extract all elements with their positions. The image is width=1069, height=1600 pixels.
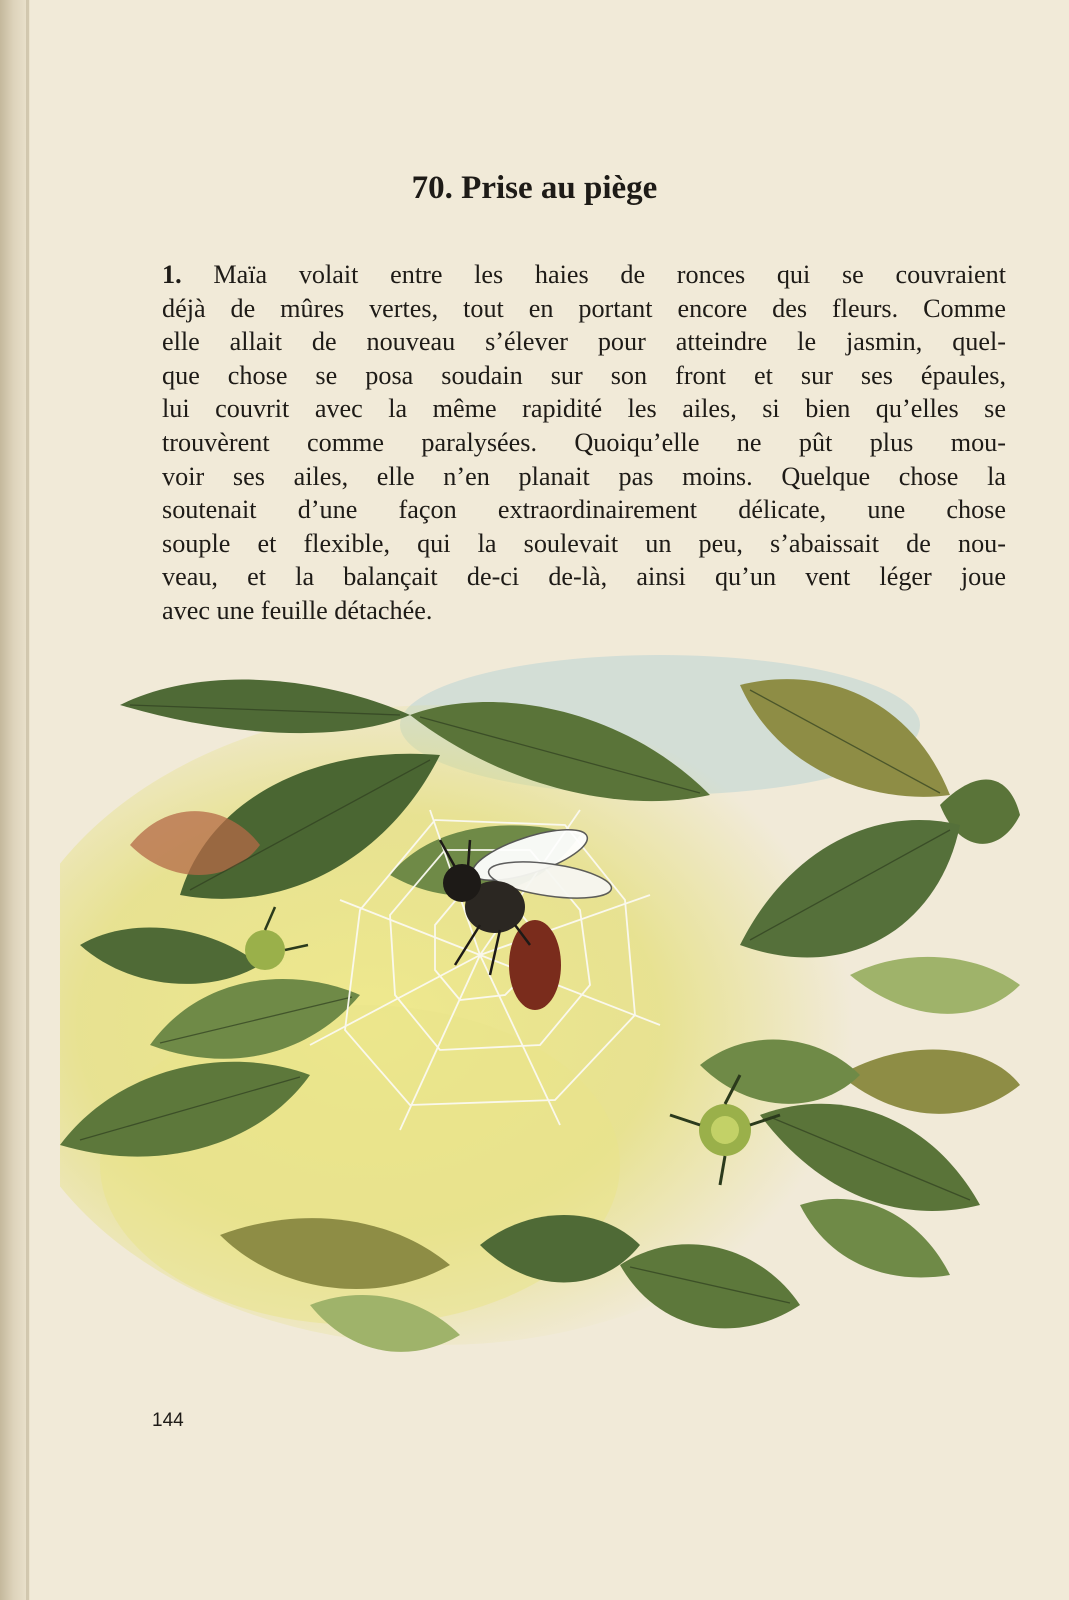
text-line: avec une feuille détachée.	[162, 595, 433, 625]
paragraph-number: 1.	[162, 260, 182, 289]
text-line: veau, et la balançait de-ci de-là, ainsi qu’un vent léger joue	[162, 562, 1006, 592]
text-line: trouvèrent comme paralysées. Quoiqu’elle ne pût plus mou-	[162, 427, 1006, 457]
text-line: lui couvrit avec la même rapidité les ailes, si bien qu’elles se	[162, 394, 1006, 424]
body-paragraph	[162, 258, 1006, 628]
bee-head	[443, 864, 481, 902]
illustration-bee-spider-web	[60, 645, 1020, 1425]
page-edge	[26, 0, 29, 1600]
text-line: soutenait d’une façon extraordinairement délicate, une chose	[162, 495, 1006, 525]
chapter-title: 70. Prise au piège	[411, 170, 658, 206]
text-line: voir ses ailes, elle n’en planait pas moins. Quelque chose la	[162, 461, 1006, 491]
text-line: elle allait de nouveau s’élever pour atteindre le jasmin, quel-	[162, 327, 1006, 357]
text-line: souple et flexible, qui la soulevait un peu, s’abaissait de nou-	[162, 528, 1006, 558]
bee-abdomen	[509, 920, 561, 1010]
text-line: 1. Maïa volait entre les haies de ronces qui se couvraient	[162, 260, 1006, 289]
text-line: que chose se posa soudain sur son front et sur ses épaules,	[162, 360, 1006, 390]
text-line: déjà de mûres vertes, tout en portant encore des fleurs. Comme	[162, 293, 1006, 323]
page-number: 144	[152, 1410, 184, 1431]
